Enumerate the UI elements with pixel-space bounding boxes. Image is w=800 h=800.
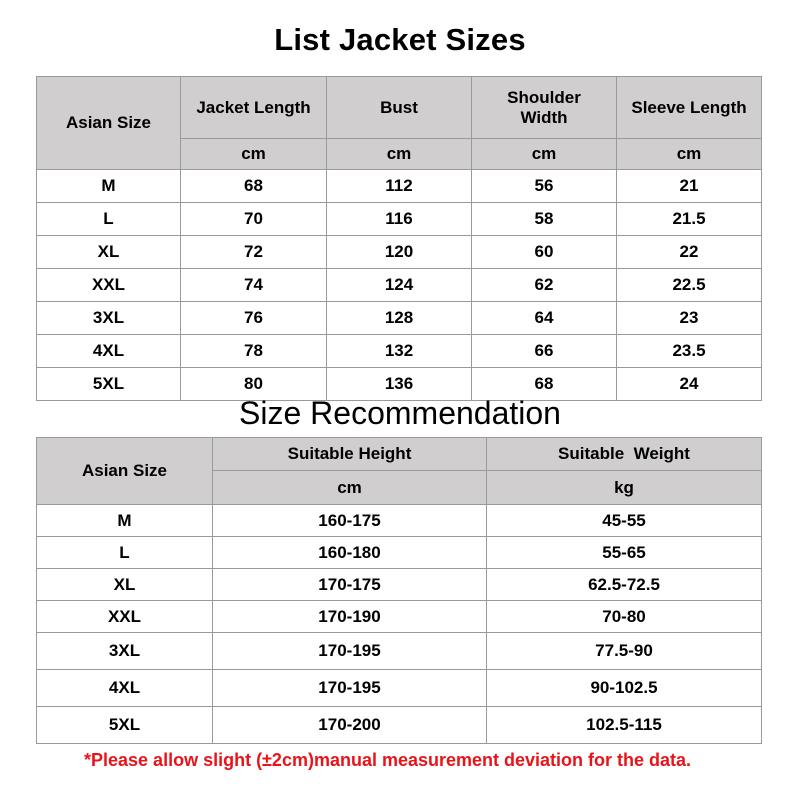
value-cell: 68 bbox=[181, 170, 327, 203]
measurement-note: *Please allow slight (±2cm)manual measurement deviation for the data. bbox=[84, 750, 692, 770]
unit-label: cm bbox=[617, 139, 762, 170]
table-row bbox=[37, 537, 762, 569]
value-cell: 74 bbox=[181, 269, 327, 302]
table-row bbox=[37, 633, 762, 670]
size-cell: M bbox=[37, 170, 181, 203]
column-header: Jacket Length bbox=[181, 77, 327, 139]
table-row bbox=[37, 269, 762, 302]
value-cell: 90-102.5 bbox=[487, 670, 762, 707]
value-cell: 62.5-72.5 bbox=[487, 569, 762, 601]
value-cell: 124 bbox=[327, 269, 472, 302]
value-cell: 24 bbox=[617, 368, 762, 401]
value-cell: 170-200 bbox=[213, 707, 487, 744]
unit-label: cm bbox=[213, 471, 487, 505]
size-cell: L bbox=[37, 537, 213, 569]
value-cell: 112 bbox=[327, 170, 472, 203]
value-cell: 120 bbox=[327, 236, 472, 269]
table-row bbox=[37, 670, 762, 707]
value-cell: 22 bbox=[617, 236, 762, 269]
unit-label: cm bbox=[327, 139, 472, 170]
value-cell: 56 bbox=[472, 170, 617, 203]
value-cell: 45-55 bbox=[487, 505, 762, 537]
value-cell: 116 bbox=[327, 203, 472, 236]
column-header: Sleeve Length bbox=[617, 77, 762, 139]
size-cell: 5XL bbox=[37, 707, 213, 744]
value-cell: 64 bbox=[472, 302, 617, 335]
unit-label: kg bbox=[487, 471, 762, 505]
value-cell: 68 bbox=[472, 368, 617, 401]
value-cell: 170-195 bbox=[213, 633, 487, 670]
table-row bbox=[37, 203, 762, 236]
table-row bbox=[37, 236, 762, 269]
table-row bbox=[37, 707, 762, 744]
page-title: List Jacket Sizes bbox=[274, 22, 526, 57]
value-cell: 132 bbox=[327, 335, 472, 368]
unit-label: cm bbox=[181, 139, 327, 170]
value-cell: 21 bbox=[617, 170, 762, 203]
column-header: Bust bbox=[327, 77, 472, 139]
value-cell: 55-65 bbox=[487, 537, 762, 569]
value-cell: 160-175 bbox=[213, 505, 487, 537]
column-header: Suitable Weight bbox=[487, 438, 762, 471]
column-header: Shoulder Width bbox=[472, 77, 617, 139]
size-cell: 4XL bbox=[37, 670, 213, 707]
size-cell: XL bbox=[37, 569, 213, 601]
value-cell: 62 bbox=[472, 269, 617, 302]
size-header: Asian Size bbox=[37, 438, 213, 505]
value-cell: 58 bbox=[472, 203, 617, 236]
size-cell: XL bbox=[37, 236, 181, 269]
size-header: Asian Size bbox=[37, 77, 181, 170]
value-cell: 102.5-115 bbox=[487, 707, 762, 744]
value-cell: 170-175 bbox=[213, 569, 487, 601]
value-cell: 21.5 bbox=[617, 203, 762, 236]
value-cell: 70-80 bbox=[487, 601, 762, 633]
size-recommendation-table bbox=[36, 437, 762, 744]
value-cell: 170-195 bbox=[213, 670, 487, 707]
value-cell: 128 bbox=[327, 302, 472, 335]
table-header-row bbox=[37, 77, 762, 139]
value-cell: 66 bbox=[472, 335, 617, 368]
value-cell: 70 bbox=[181, 203, 327, 236]
table-row bbox=[37, 335, 762, 368]
table-row bbox=[37, 505, 762, 537]
value-cell: 60 bbox=[472, 236, 617, 269]
size-cell: XXL bbox=[37, 269, 181, 302]
value-cell: 23.5 bbox=[617, 335, 762, 368]
section-title: Size Recommendation bbox=[239, 395, 561, 431]
table-row bbox=[37, 302, 762, 335]
table-row bbox=[37, 601, 762, 633]
table-header-row bbox=[37, 438, 762, 471]
value-cell: 170-190 bbox=[213, 601, 487, 633]
value-cell: 160-180 bbox=[213, 537, 487, 569]
value-cell: 23 bbox=[617, 302, 762, 335]
value-cell: 78 bbox=[181, 335, 327, 368]
value-cell: 22.5 bbox=[617, 269, 762, 302]
size-cell: M bbox=[37, 505, 213, 537]
jacket-size-table bbox=[36, 76, 762, 401]
column-header: Suitable Height bbox=[213, 438, 487, 471]
table-row bbox=[37, 170, 762, 203]
size-cell: 3XL bbox=[37, 302, 181, 335]
size-cell: L bbox=[37, 203, 181, 236]
value-cell: 80 bbox=[181, 368, 327, 401]
size-cell: 4XL bbox=[37, 335, 181, 368]
value-cell: 72 bbox=[181, 236, 327, 269]
unit-label: cm bbox=[472, 139, 617, 170]
value-cell: 76 bbox=[181, 302, 327, 335]
table-row bbox=[37, 569, 762, 601]
value-cell: 77.5-90 bbox=[487, 633, 762, 670]
size-cell: 3XL bbox=[37, 633, 213, 670]
size-cell: 5XL bbox=[37, 368, 181, 401]
value-cell: 136 bbox=[327, 368, 472, 401]
size-cell: XXL bbox=[37, 601, 213, 633]
